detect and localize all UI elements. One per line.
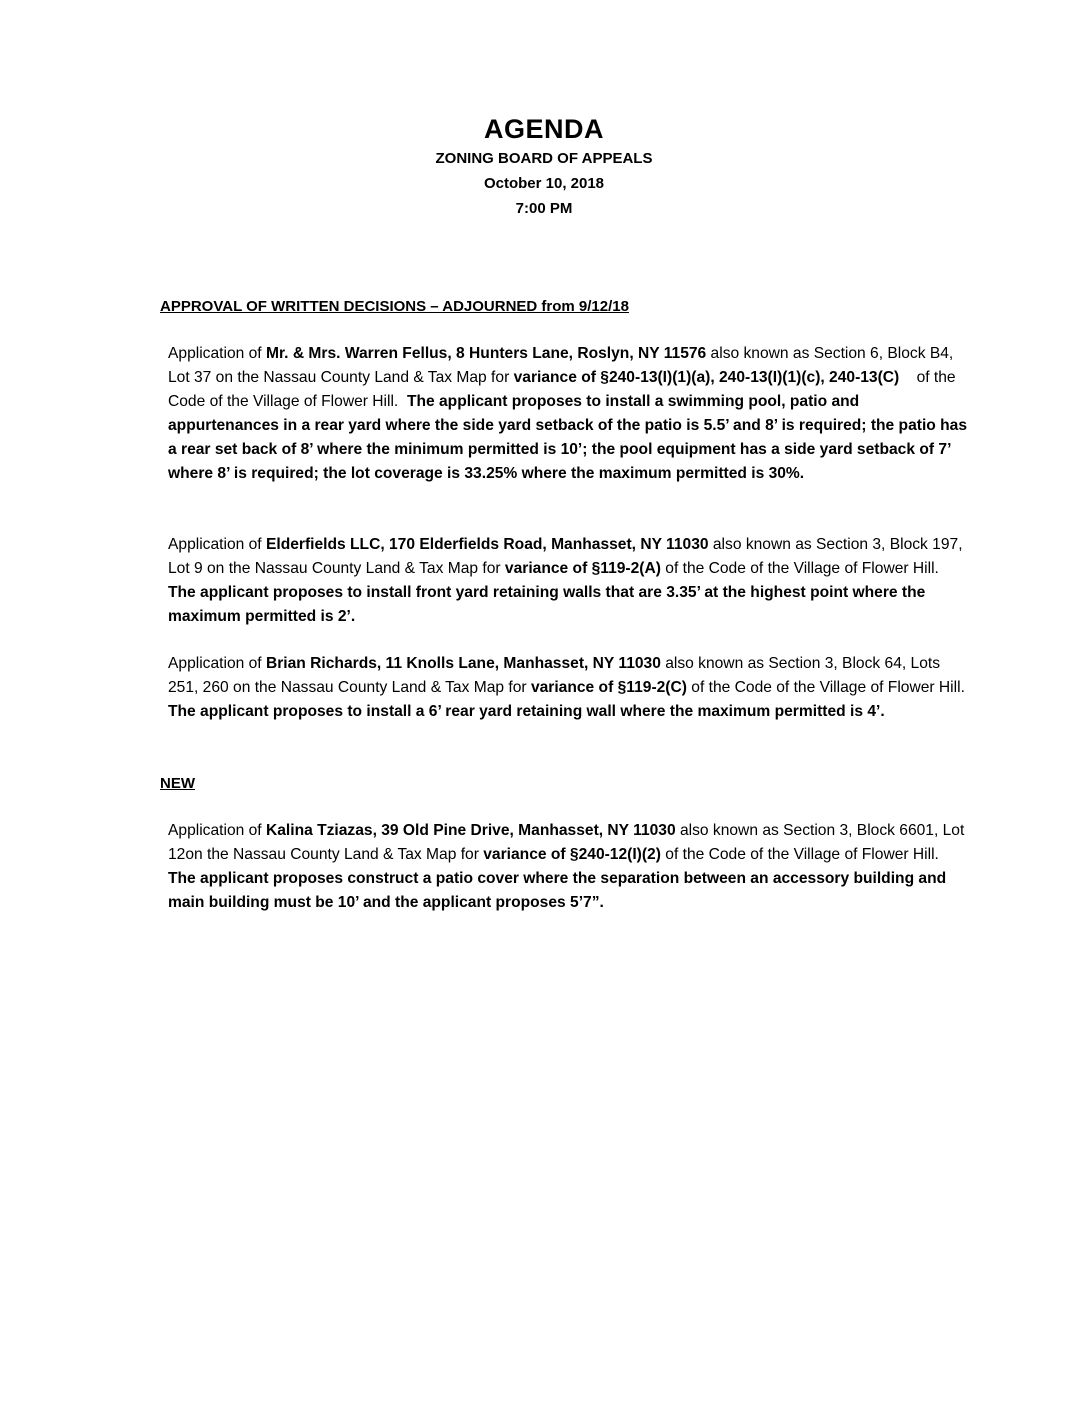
application-proposal: The applicant proposes to install a 6’ rear yard retaining wall where the maximum permitted is 4’. [168,703,885,720]
variance-reference: variance of §119-2(C) [530,679,687,696]
variance-reference: variance of §240-13(I)(1)(a), 240-13(I)(1)(c), 240-13(C) [513,369,900,386]
section-heading-approval: APPROVAL OF WRITTEN DECISIONS – ADJOURNED from 9/12/18 [160,298,629,315]
agenda-header [0,112,1088,221]
application-text: also known as Section 3, Block 6601, Lot 12on the Nassau County Land & Tax Map for [168,822,965,863]
meeting-date: October 10, 2018 [483,175,605,192]
application-item-tziazas [168,819,968,915]
application-text: Application of [168,655,266,672]
application-text: of the Code of the Village of Flower Hill. [660,846,948,863]
application-text: of the Code of the Village of Flower Hill. [686,679,974,696]
application-item-richards [168,652,974,724]
application-text: also known as Section 3, Block 64, Lots 251, 260 on the Nassau County Land & Tax Map for [168,655,941,696]
agenda-title: AGENDA [483,114,604,144]
variance-reference: variance of §119-2(A) [504,560,661,577]
application-text: Application of [168,536,266,553]
application-item-fellus [168,342,968,486]
applicant-name-address: Brian Richards, 11 Knolls Lane, Manhasset, NY 11030 [265,655,661,672]
applicant-name-address: Mr. & Mrs. Warren Fellus, 8 Hunters Lane, Roslyn, NY 11576 [265,345,707,362]
meeting-time: 7:00 PM [515,200,573,217]
application-item-elderfields [168,533,968,629]
application-text: Application of [168,345,266,362]
variance-reference: variance of §240-12(I)(2) [483,846,661,863]
application-text: also known as Section 6, Block B4, Lot 37 on the Nassau County Land & Tax Map for [168,345,954,386]
applicant-name-address: Kalina Tziazas, 39 Old Pine Drive, Manhasset, NY 11030 [265,822,676,839]
application-text: of the Code of the Village of Flower Hill. [168,369,960,410]
application-text: of the Code of the Village of Flower Hill. [660,560,948,577]
application-proposal: The applicant proposes to install a swimming pool, patio and appurtenances in a rear yard where the side yard setback of the patio is 5.5’ and 8’ is required; the patio has a rear set back of 8’ where the minimum permitted is 10’; the pool equipment has a side yard setback of 7’ where 8’ is required; the lot coverage is 33.25% where the maximum permitted is 30%. [168,393,968,482]
application-proposal: The applicant proposes to install front yard retaining walls that are 3.35’ at the highest point where the maximum permitted is 2’. [168,584,926,625]
application-text: Application of [168,822,266,839]
section-heading-new: NEW [160,775,195,792]
application-text: also known as Section 3, Block 197, Lot 9 on the Nassau County Land & Tax Map for [168,536,963,577]
applicant-name-address: Elderfields LLC, 170 Elderfields Road, Manhasset, NY 11030 [265,536,709,553]
application-proposal: The applicant proposes construct a patio cover where the separation between an accessory building and main building must be 10’ and the applicant proposes 5’7”. [168,870,947,911]
board-name: ZONING BOARD OF APPEALS [435,150,653,167]
